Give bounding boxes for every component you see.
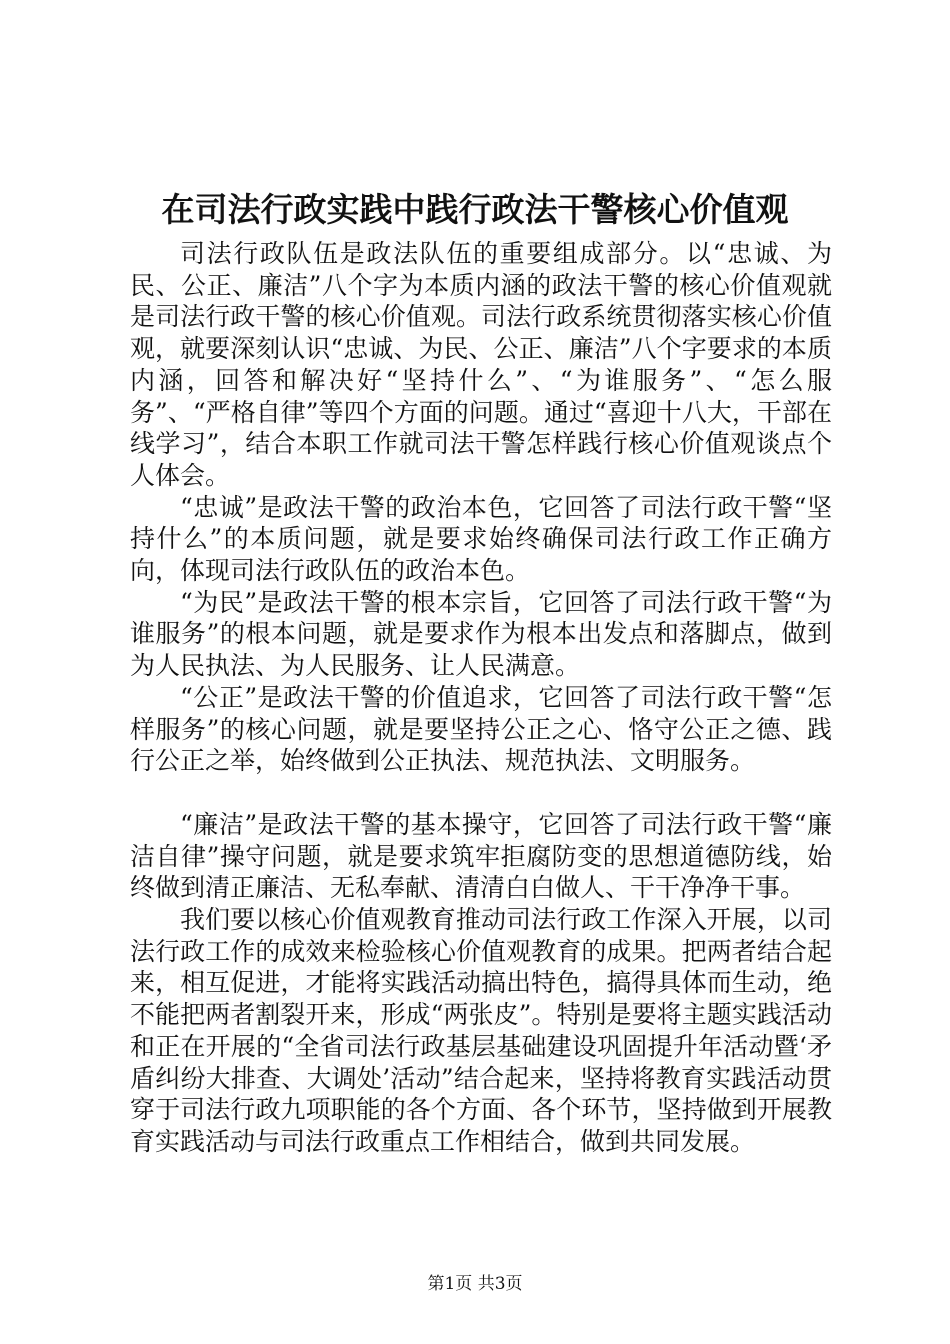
document-title: 在司法行政实践中践行政法干警核心价值观 <box>161 190 789 229</box>
page-number-footer: 第1页 共3页 <box>427 1274 523 1294</box>
paragraph-justice: “公正”是政法干警的价值追求，它回答了司法行政干警“怎样服务”的核心问题，就是要坚持公正之心、恪守公正之德、践行公正之举，始终做到公正执法、规范执法、文明服务。 <box>130 682 832 776</box>
paragraph-intro: 司法行政队伍是政法队伍的重要组成部分。以“忠诚、为民、公正、廉洁”八个字为本质内涵的政法干警的核心价值观就是司法行政干警的核心价值观。司法行政系统贯彻落实核心价值观，就要深刻认识“忠诚、为民、公正、廉洁”八个字要求的本质内涵，回答和解决好“坚持什么”、“为谁服务”、“怎么服务”、“严格自律”等四个方面的问题。通过“喜迎十八大，干部在线学习”，结合本职工作就司法干警怎样践行核心价值观谈点个人体会。 <box>130 239 832 490</box>
paragraph-loyalty: “忠诚”是政法干警的政治本色，它回答了司法行政干警“坚持什么”的本质问题，就是要求始终确保司法行政工作正确方向，体现司法行政队伍的政治本色。 <box>130 492 832 586</box>
paragraph-spacer <box>130 777 832 809</box>
paragraph-integrity: “廉洁”是政法干警的基本操守，它回答了司法行政干警“廉洁自律”操守问题，就是要求筑牢拒腐防变的思想道德防线，始终做到清正廉洁、无私奉献、清清白白做人、干干净净干事。 <box>130 809 832 903</box>
paragraph-serve-people: “为民”是政法干警的根本宗旨，它回答了司法行政干警“为谁服务”的根本问题，就是要求作为根本出发点和落脚点，做到为人民执法、为人民服务、让人民满意。 <box>130 587 832 681</box>
document-body <box>130 238 832 1158</box>
paragraph-conclusion: 我们要以核心价值观教育推动司法行政工作深入开展，以司法行政工作的成效来检验核心价值观教育的成果。把两者结合起来，相互促进，才能将实践活动搞出特色，搞得具体而生动，绝不能把两者割裂开来，形成“两张皮”。特别是要将主题实践活动和正在开展的“全省司法行政基层基础建设巩固提升年活动暨‘矛盾纠纷大排查、大调处’活动”结合起来，坚持将教育实践活动贯穿于司法行政九项职能的各个方面、各个环节，坚持做到开展教育实践活动与司法行政重点工作相结合，做到共同发展。 <box>130 905 832 1156</box>
